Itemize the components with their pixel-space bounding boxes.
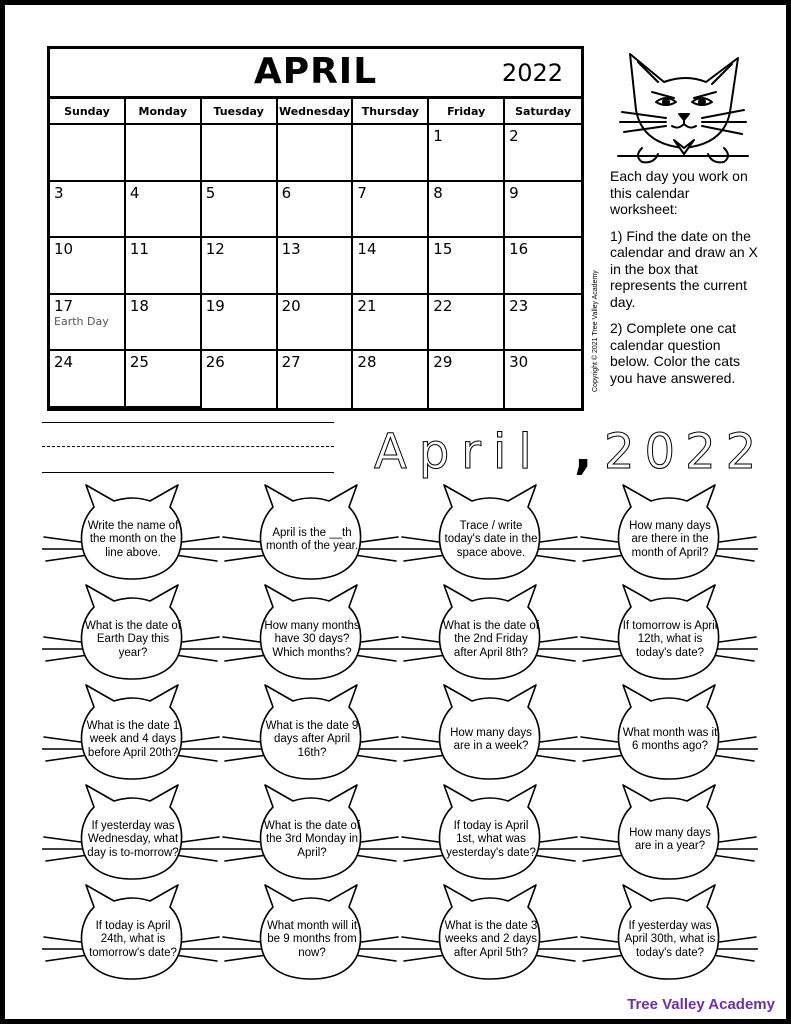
calendar-day-cell[interactable] [202, 182, 278, 239]
calendar-day-cell[interactable] [202, 125, 278, 182]
cat-question-text: What is the date of the 3rd Monday in April? [264, 819, 360, 859]
day-number: 22 [433, 296, 453, 315]
day-event-note: Earth Day [54, 314, 109, 328]
cat-question-card[interactable] [221, 583, 400, 683]
cat-question-text: Write the name of the month on the line above. [87, 519, 179, 559]
day-number: 2 [509, 127, 519, 145]
day-number: 21 [357, 296, 377, 315]
calendar-day-cell[interactable] [278, 182, 354, 239]
day-number: 20 [281, 296, 301, 315]
cat-question-text: What month will it be 9 months from now? [266, 919, 358, 959]
calendar-day-cell[interactable] [278, 351, 354, 408]
calendar-day-cell[interactable] [353, 238, 429, 295]
weekday-header: Wednesday [278, 99, 354, 125]
cat-question-text: What is the date 1 week and 4 days before April 20th? [86, 719, 180, 759]
day-number: 11 [129, 240, 149, 259]
calendar-day-cell[interactable] [126, 125, 202, 182]
cat-question-card[interactable] [221, 883, 400, 983]
cat-question-text: What is the date 9 days after April 16th? [265, 719, 359, 759]
calendar-month: APRIL [253, 51, 378, 92]
day-number: 23 [509, 296, 529, 315]
cat-question-card[interactable] [579, 683, 758, 783]
day-number: 4 [129, 183, 140, 202]
calendar-day-cell[interactable] [505, 125, 581, 182]
copyright-text: Copyright © 2021 Tree Valley Academy [592, 270, 599, 392]
day-number: 12 [205, 240, 225, 259]
calendar-day-cell[interactable] [505, 182, 581, 239]
day-number: 18 [129, 296, 149, 315]
calendar-day-cell[interactable] [429, 182, 505, 239]
instructions-step-1: 1) Find the date on the calendar and draw an X in the box that represents the current day. [610, 227, 758, 310]
cat-question-card[interactable] [579, 883, 758, 983]
cat-question-card[interactable] [42, 683, 221, 783]
day-number: 24 [54, 353, 74, 372]
writing-line-baseline [42, 472, 334, 473]
cat-question-card[interactable] [579, 583, 758, 683]
cat-question-text: How many days are in a week? [450, 726, 532, 752]
calendar-day-cell[interactable] [429, 238, 505, 295]
instructions-step-2: 2) Complete one cat calendar question below. Color the cats you have answered. [610, 320, 740, 386]
weekday-header: Friday [429, 99, 505, 125]
day-number: 19 [205, 296, 225, 315]
cat-question-text: What is the date of Earth Day this year? [85, 619, 181, 659]
cat-question-text: If yesterday was Wednesday, what day is to-morrow? [87, 819, 179, 859]
day-number: 16 [509, 240, 529, 259]
calendar-day-cell[interactable] [202, 351, 278, 408]
trace-year: 2022 [604, 424, 767, 480]
cat-question-card[interactable] [400, 683, 579, 783]
cat-question-text: What month was it 6 months ago? [622, 726, 718, 752]
day-number: 29 [433, 353, 453, 372]
cat-question-card[interactable] [579, 483, 758, 583]
day-number: 6 [281, 183, 292, 202]
calendar-day-cell[interactable] [278, 295, 354, 352]
instructions [610, 168, 760, 396]
calendar-day-cell[interactable] [429, 125, 505, 182]
weekday-header: Tuesday [202, 99, 278, 125]
writing-lines[interactable] [42, 416, 334, 478]
day-number: 13 [281, 240, 301, 259]
instructions-intro: Each day you work on this calendar worksheet: [610, 168, 748, 217]
day-number: 30 [509, 353, 529, 372]
day-number: 3 [54, 183, 64, 202]
calendar-day-cell[interactable] [202, 295, 278, 352]
cat-question-text: If today is April 1st, what was yesterday's date? [446, 819, 536, 859]
day-number: 28 [357, 353, 377, 372]
cat-question-card[interactable] [579, 783, 758, 883]
calendar-day-cell[interactable] [126, 238, 202, 295]
trace-comma: , [574, 424, 593, 480]
cat-questions [42, 483, 758, 983]
day-number: 9 [509, 183, 519, 202]
cat-question-text: How many months have 30 days? Which months? [264, 619, 360, 659]
trace-month: April [374, 424, 544, 480]
calendar-day-cell[interactable] [202, 238, 278, 295]
day-number: 27 [281, 353, 301, 372]
writing-line-midline [42, 446, 334, 447]
calendar-day-cell[interactable] [50, 125, 126, 182]
calendar-day-cell[interactable] [126, 351, 202, 408]
calendar-day-cell[interactable] [50, 295, 126, 352]
cat-question-card[interactable] [400, 583, 579, 683]
day-number: 14 [357, 240, 377, 259]
cat-question-text: How many days are in a year? [629, 826, 711, 852]
day-number: 8 [433, 183, 443, 202]
calendar-day-cell[interactable] [50, 351, 126, 408]
calendar-day-cell[interactable] [353, 351, 429, 408]
calendar-day-cell[interactable] [429, 351, 505, 408]
calendar-grid [50, 96, 581, 408]
cat-question-text: If yesterday was April 30th, what is today's date? [624, 919, 716, 959]
cat-question-text: How many days are there in the month of April? [629, 519, 711, 559]
calendar-day-cell[interactable] [126, 295, 202, 352]
cat-question-text: If tomorrow is April 12th, what is today's date? [622, 619, 718, 659]
calendar-day-cell[interactable] [50, 238, 126, 295]
day-number: 1 [433, 127, 443, 145]
calendar-day-cell[interactable] [126, 182, 202, 239]
cat-question-card[interactable] [400, 483, 579, 583]
calendar-day-cell[interactable] [353, 182, 429, 239]
cat-question-card[interactable] [42, 583, 221, 683]
calendar-day-cell[interactable] [505, 295, 581, 352]
cat-question-card[interactable] [400, 783, 579, 883]
cat-question-card[interactable] [221, 483, 400, 583]
calendar-day-cell[interactable] [50, 182, 126, 239]
brand-label: Tree Valley Academy [627, 996, 775, 1013]
calendar-day-cell[interactable] [353, 295, 429, 352]
cat-question-text: April is the __th month of the year. [265, 526, 359, 552]
cat-question-card[interactable] [400, 883, 579, 983]
calendar-day-cell[interactable] [505, 238, 581, 295]
day-number: 5 [205, 183, 216, 202]
cat-question-card[interactable] [42, 483, 221, 583]
cat-peeking-icon [614, 48, 752, 166]
writing-line-top [42, 422, 334, 423]
weekday-header: Sunday [50, 99, 126, 125]
calendar-day-cell[interactable] [278, 125, 354, 182]
weekday-header: Thursday [353, 99, 429, 125]
cat-question-text: Trace / write today's date in the space above. [444, 519, 538, 559]
day-number: 26 [205, 353, 225, 372]
day-number: 15 [433, 240, 453, 259]
cat-question-card[interactable] [42, 883, 221, 983]
day-number: 25 [129, 353, 149, 372]
weekday-header: Monday [126, 99, 202, 125]
cat-question-text: If today is April 24th, what is tomorrow's date? [89, 919, 177, 959]
day-number: 17 [54, 296, 74, 315]
day-number: 10 [54, 240, 74, 259]
cat-question-card[interactable] [221, 783, 400, 883]
calendar-year: 2022 [501, 59, 563, 87]
cat-question-card[interactable] [42, 783, 221, 883]
calendar-day-cell[interactable] [353, 125, 429, 182]
cat-question-card[interactable] [221, 683, 400, 783]
cat-question-text: What is the date of the 2nd Friday after April 8th? [443, 619, 539, 659]
calendar [47, 46, 584, 411]
weekday-header: Saturday [505, 99, 581, 125]
calendar-day-cell[interactable] [429, 295, 505, 352]
calendar-day-cell[interactable] [505, 351, 581, 408]
cat-question-text: What is the date 3 weeks and 2 days after April 5th? [444, 919, 538, 959]
day-number: 7 [357, 183, 367, 202]
calendar-day-cell[interactable] [278, 238, 354, 295]
